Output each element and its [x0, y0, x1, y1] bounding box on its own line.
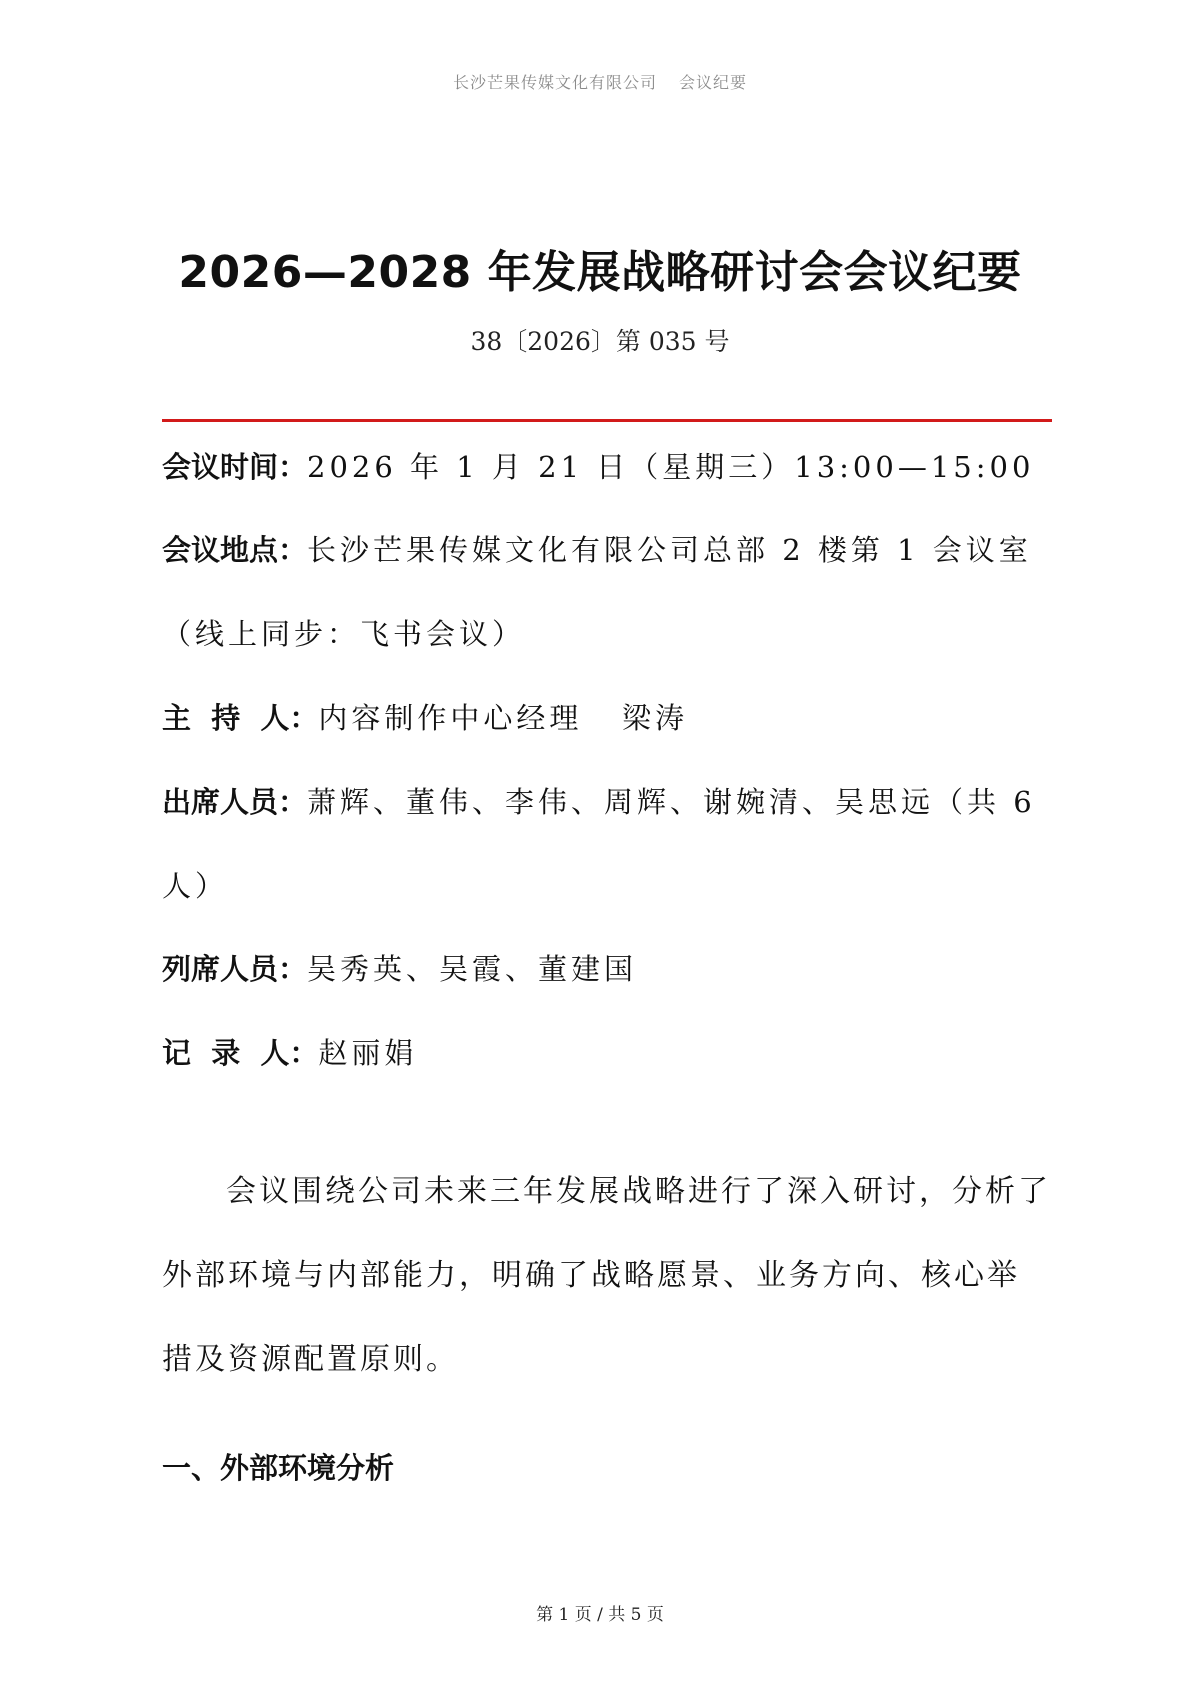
- recorder-row: [162, 1011, 1052, 1095]
- meeting-time-label: 会议时间：: [162, 450, 308, 484]
- observers-row: [162, 927, 1052, 1011]
- observers-value: 吴秀英、吴霞、董建国: [307, 952, 638, 986]
- summary-paragraph: 会议围绕公司未来三年发展战略进行了深入研讨，分析了外部环境与内部能力，明确了战略愿景、业务方向、核心举措及资源配置原则。: [162, 1174, 1051, 1377]
- meeting-time-row: [162, 425, 1052, 509]
- host-row: [162, 676, 1052, 760]
- section-heading-external-environment: 一、外部环境分析: [162, 1451, 395, 1485]
- meeting-place-label: 会议地点：: [162, 533, 308, 567]
- page-footer: 第 1 页 / 共 5 页: [536, 1605, 664, 1625]
- attendees-label: 出席人员：: [162, 785, 308, 819]
- host-label: 主 持 人：: [162, 701, 319, 735]
- meeting-place-row: [162, 508, 1052, 676]
- meeting-time-value: 2026 年 1 月 21 日（星期三）13:00—15:00: [307, 450, 1035, 484]
- host-value: 内容制作中心经理 梁涛: [318, 701, 689, 735]
- document-number: 38〔2026〕第 035 号: [470, 327, 730, 356]
- attendees-value: 萧辉、董伟、李伟、周辉、谢婉清、吴思远（共 6 人）: [162, 785, 1036, 903]
- recorder-value: 赵丽娟: [318, 1036, 418, 1070]
- header-company: 长沙芒果传媒文化有限公司: [452, 73, 657, 92]
- red-divider-rule: [162, 419, 1052, 422]
- running-header: [0, 70, 1200, 93]
- meeting-place-value: 长沙芒果传媒文化有限公司总部 2 楼第 1 会议室（线上同步：飞书会议）: [162, 533, 1032, 651]
- header-doc-type: 会议纪要: [679, 73, 748, 92]
- attendees-row: [162, 760, 1052, 928]
- document-title: 2026—2028 年发展战略研讨会会议纪要: [178, 247, 1022, 298]
- observers-label: 列席人员：: [162, 952, 308, 986]
- recorder-label: 记 录 人：: [162, 1036, 319, 1070]
